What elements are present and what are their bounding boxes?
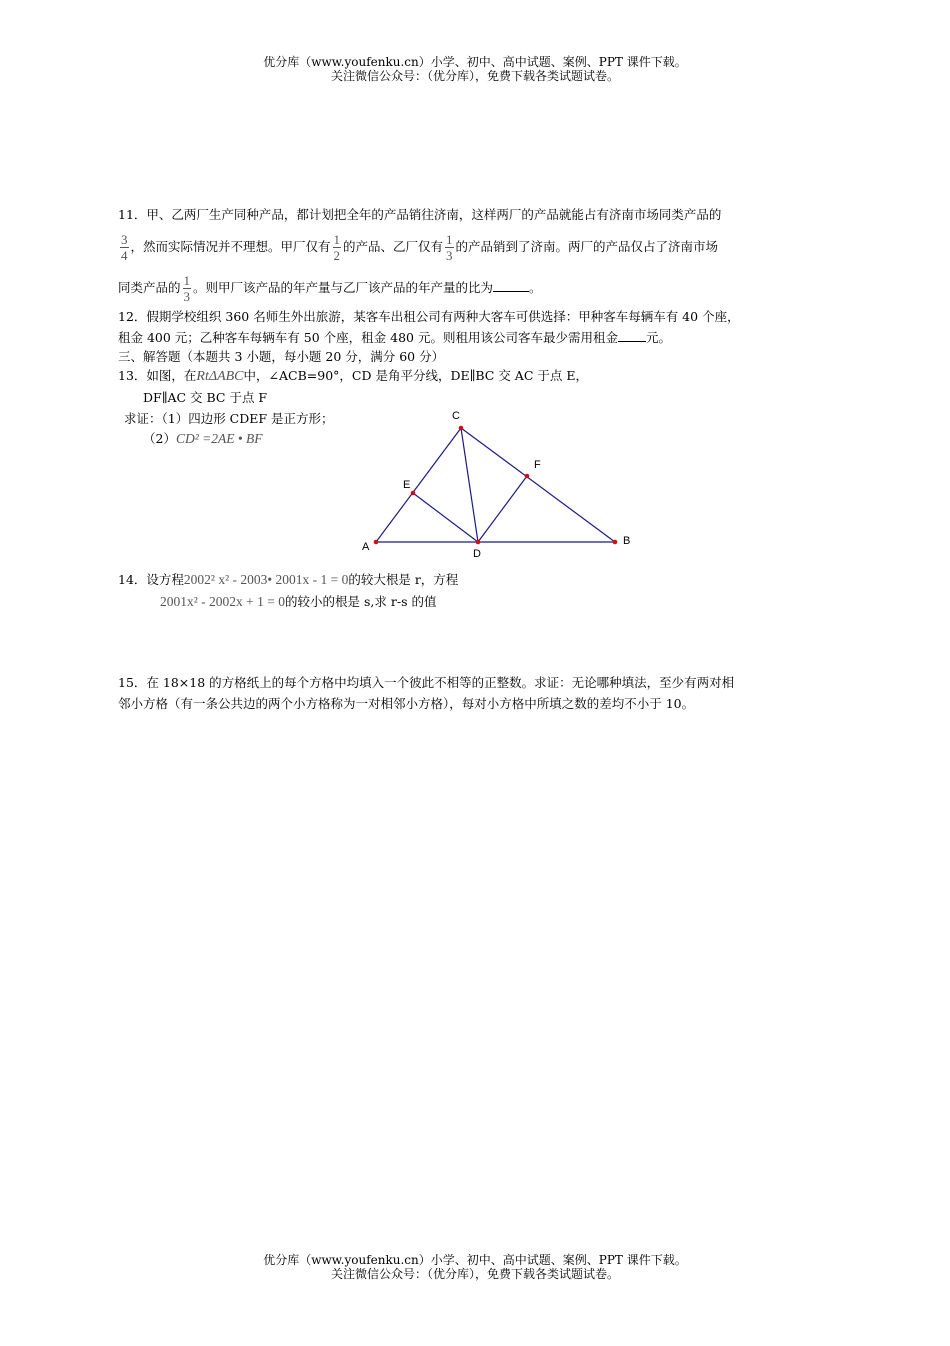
footer-line-1: 优分库（www.youfenku.cn）小学、初中、高中试题、案例、PPT 课件下载。 <box>263 1253 687 1267</box>
q14-equation-1: 2002² x² - 2003• 2001x - 1 = 0 <box>183 572 349 587</box>
q15-line-2: 邻小方格（有一条公共边的两个小方格称为一对相邻小方格），每对小方格中所填之数的差均不小于 10。 <box>118 696 695 711</box>
q11-text-e: 。则甲厂该产品的年产量与乙厂该产品的年产量的比为 <box>193 280 494 295</box>
label-C: C <box>452 410 460 422</box>
q11-line-1: 11．甲、乙两厂生产同种产品，都计划把全年的产品销往济南，这样两厂的产品就能占有济南市场同类产品的 <box>118 207 722 222</box>
q13-line-1: 13．如图，在RtΔABC中，∠ACB=90°，CD 是角平分线，DE∥BC 交 AC 于点 E， <box>118 368 588 384</box>
point-E <box>411 491 416 496</box>
q11-line-3: 同类产品的 $\frac{1}{3}$ 。则甲厂该产品的年产量与乙厂该产品的年产量的比为 。 <box>118 273 542 304</box>
segment-CD <box>461 428 478 542</box>
q11-line-2 <box>118 232 718 263</box>
footer-line-2: 关注微信公众号：（优分库），免费下载各类试题试卷。 <box>330 1267 619 1281</box>
segment-AC <box>376 428 461 542</box>
segment-BC <box>461 428 615 542</box>
header-line-1: 优分库（www.youfenku.cn）小学、初中、高中试题、案例、PPT 课件下载。 <box>263 55 687 69</box>
q13-line-2: DF∥AC 交 BC 于点 F <box>143 390 268 405</box>
label-F: F <box>534 459 541 471</box>
point-D <box>476 540 481 545</box>
point-B <box>613 540 618 545</box>
rt-triangle-math: RtΔABC <box>196 369 244 384</box>
geometry-figure <box>355 405 645 565</box>
answer-blank[interactable] <box>618 329 646 342</box>
point-F <box>525 474 530 479</box>
label-B: B <box>623 535 631 547</box>
q13-equation: CD² =2AE • BF <box>175 431 263 446</box>
header-line-2: 关注微信公众号：（优分库），免费下载各类试题试卷。 <box>330 69 619 83</box>
q15-line-1: 15．在 18×18 的方格纸上的每个方格中均填入一个彼此不相等的正整数。求证：无论哪种填法，至少有两对相 <box>118 675 735 690</box>
page-header <box>0 55 950 83</box>
fraction-3-4: $\frac{3}{4}$ <box>121 232 128 263</box>
q11-text-b: 的产品、乙厂仅有 <box>343 239 444 254</box>
q11-text-a: ，然而实际情况并不理想。甲厂仅有 <box>130 239 331 254</box>
q12-line-2: 租金 400 元；乙种客车每辆车有 50 个座，租金 480 元。则租用该公司客车最少需用租金 元。 <box>118 330 671 345</box>
label-D: D <box>473 548 481 560</box>
point-C <box>459 426 464 431</box>
q11-text-d: 同类产品的 <box>118 280 181 295</box>
page-footer <box>0 1253 950 1281</box>
section-heading: 三、解答题（本题共 3 小题，每小题 20 分，满分 60 分） <box>118 349 445 364</box>
segment-DF <box>478 476 527 542</box>
answer-blank[interactable] <box>493 279 529 292</box>
q14-line-1: 14．设方程2002² x² - 2003• 2001x - 1 = 0的较大根是 r，方程 <box>118 572 459 587</box>
point-A <box>374 540 379 545</box>
fraction-1-3: $\frac{1}{3}$ <box>446 232 453 263</box>
q13-line-3: 求证：（1）四边形 CDEF 是正方形； <box>124 411 334 426</box>
fraction-1-3-b: $\frac{1}{3}$ <box>183 273 191 304</box>
q13-line-4: （2）CD² =2AE • BF <box>143 431 263 446</box>
q11-text-c: 的产品销到了济南。两厂的产品仅占了济南市场 <box>455 239 719 254</box>
q12-line-1: 12．假期学校组织 360 名师生外出旅游，某客车出租公司有两种大客车可供选择：甲种客车每辆车有 40 个座， <box>118 309 740 324</box>
label-E: E <box>403 479 411 491</box>
q14-equation-2: 2001x² - 2002x + 1 = 0 <box>160 594 286 609</box>
fraction-1-2: $\frac{1}{2}$ <box>333 232 341 263</box>
label-A: A <box>362 541 370 553</box>
q14-line-2: 2001x² - 2002x + 1 = 0的较小的根是 s,求 r-s 的值 <box>160 594 437 609</box>
segment-DE <box>413 493 478 542</box>
